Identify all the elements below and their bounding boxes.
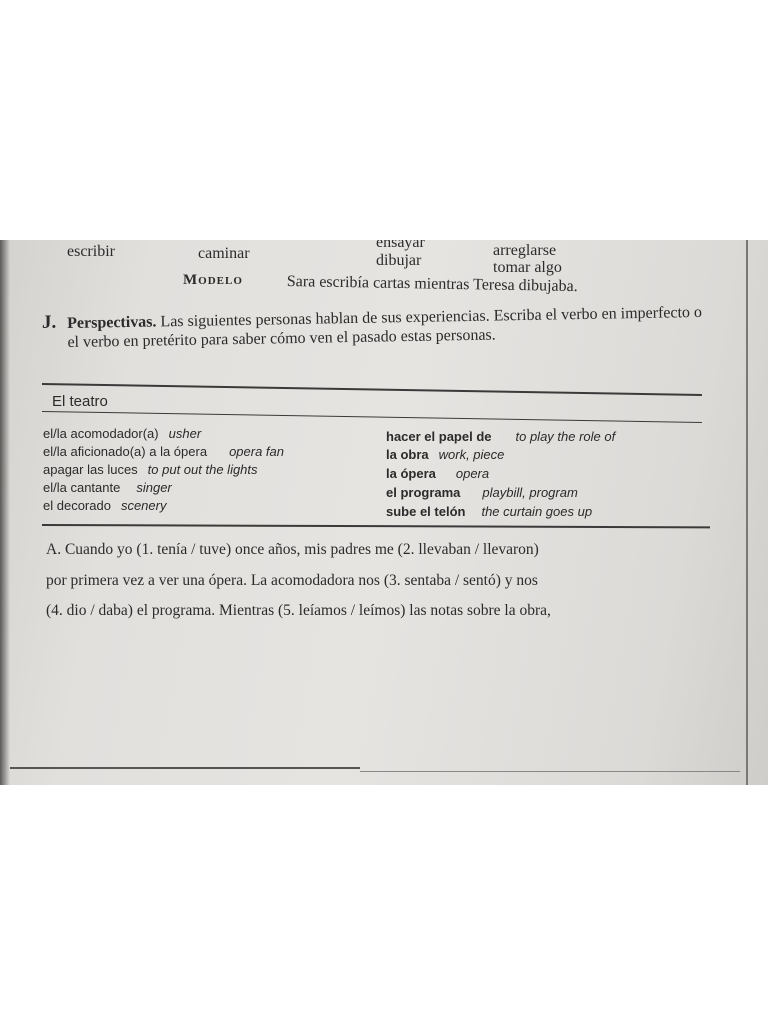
- modelo-sentence: Sara escribía cartas mientras Teresa dibujaba.: [286, 273, 578, 296]
- word-bank-item: escribir: [67, 243, 115, 260]
- vocab-box-title: El teatro: [52, 393, 108, 410]
- vocab-spanish: la obra: [386, 447, 429, 462]
- vocab-spanish: el/la cantante: [43, 480, 121, 495]
- vocab-item: [43, 462, 258, 477]
- exercise-instructions-text: Las siguientes personas hablan de sus experiencias. Escriba el verbo en imperfecto o el verbo en pretérito para saber cómo ven el pasado estas personas.: [67, 303, 703, 351]
- vocab-english: usher: [168, 426, 202, 441]
- box-top-rule: [42, 383, 702, 396]
- box-bottom-rule: [42, 524, 710, 528]
- vocab-spanish: sube el telón: [386, 504, 466, 519]
- vocab-item: [43, 426, 201, 441]
- exercise-number: J.: [42, 312, 57, 333]
- vocab-spanish: la ópera: [386, 466, 436, 481]
- word-bank-item: tomar algo: [493, 259, 562, 276]
- vocab-spanish: hacer el papel de: [386, 429, 492, 444]
- photographed-page: [0, 240, 768, 785]
- exercise-title: Perspectivas.: [67, 313, 157, 332]
- exercise-instructions: [67, 303, 718, 352]
- vocab-spanish: el decorado: [43, 498, 111, 513]
- vocab-item: [386, 466, 489, 481]
- vocab-item: [386, 485, 578, 500]
- word-bank-item: ensayar: [376, 240, 425, 251]
- vocab-english: work, piece: [438, 447, 505, 462]
- word-bank-item: dibujar: [376, 252, 422, 269]
- vocab-item: [386, 447, 504, 462]
- page-bottom-rule: [360, 771, 740, 772]
- vocab-item: [43, 480, 172, 495]
- exercise-line: (4. dio / daba) el programa. Mientras (5. leíamos / leímos) las notas sobre la obra,: [46, 602, 551, 619]
- vocab-english: opera fan: [229, 444, 284, 459]
- word-bank-item: arreglarse: [493, 242, 557, 259]
- page-shadow: [0, 240, 10, 785]
- vocab-english: the curtain goes up: [481, 504, 593, 519]
- exercise-line: A. Cuando yo (1. tenía / tuve) once años, mis padres me (2. llevaban / llevaron): [46, 541, 539, 558]
- vocab-english: singer: [136, 480, 172, 495]
- box-title-rule: [42, 411, 702, 423]
- vocab-english: to play the role of: [515, 429, 616, 444]
- word-bank-item: caminar: [198, 245, 250, 262]
- vocab-english: opera: [455, 466, 490, 481]
- vocab-spanish: el/la acomodador(a): [43, 426, 159, 441]
- vocab-spanish: el/la aficionado(a) a la ópera: [43, 444, 208, 459]
- page-bottom-rule: [10, 767, 360, 769]
- vocab-item: [43, 444, 284, 459]
- vocab-spanish: apagar las luces: [43, 462, 138, 477]
- vocab-english: playbill, program: [482, 485, 578, 500]
- vocab-english: scenery: [120, 498, 167, 513]
- page-edge: [746, 240, 748, 785]
- modelo-label: Modelo: [183, 272, 243, 288]
- exercise-line: por primera vez a ver una ópera. La acomodadora nos (3. sentaba / sentó) y nos: [46, 572, 538, 589]
- vocab-item: [386, 504, 592, 519]
- vocab-english: to put out the lights: [147, 462, 258, 477]
- vocab-item: [386, 429, 615, 444]
- vocab-spanish: el programa: [386, 485, 461, 500]
- vocab-item: [43, 498, 166, 513]
